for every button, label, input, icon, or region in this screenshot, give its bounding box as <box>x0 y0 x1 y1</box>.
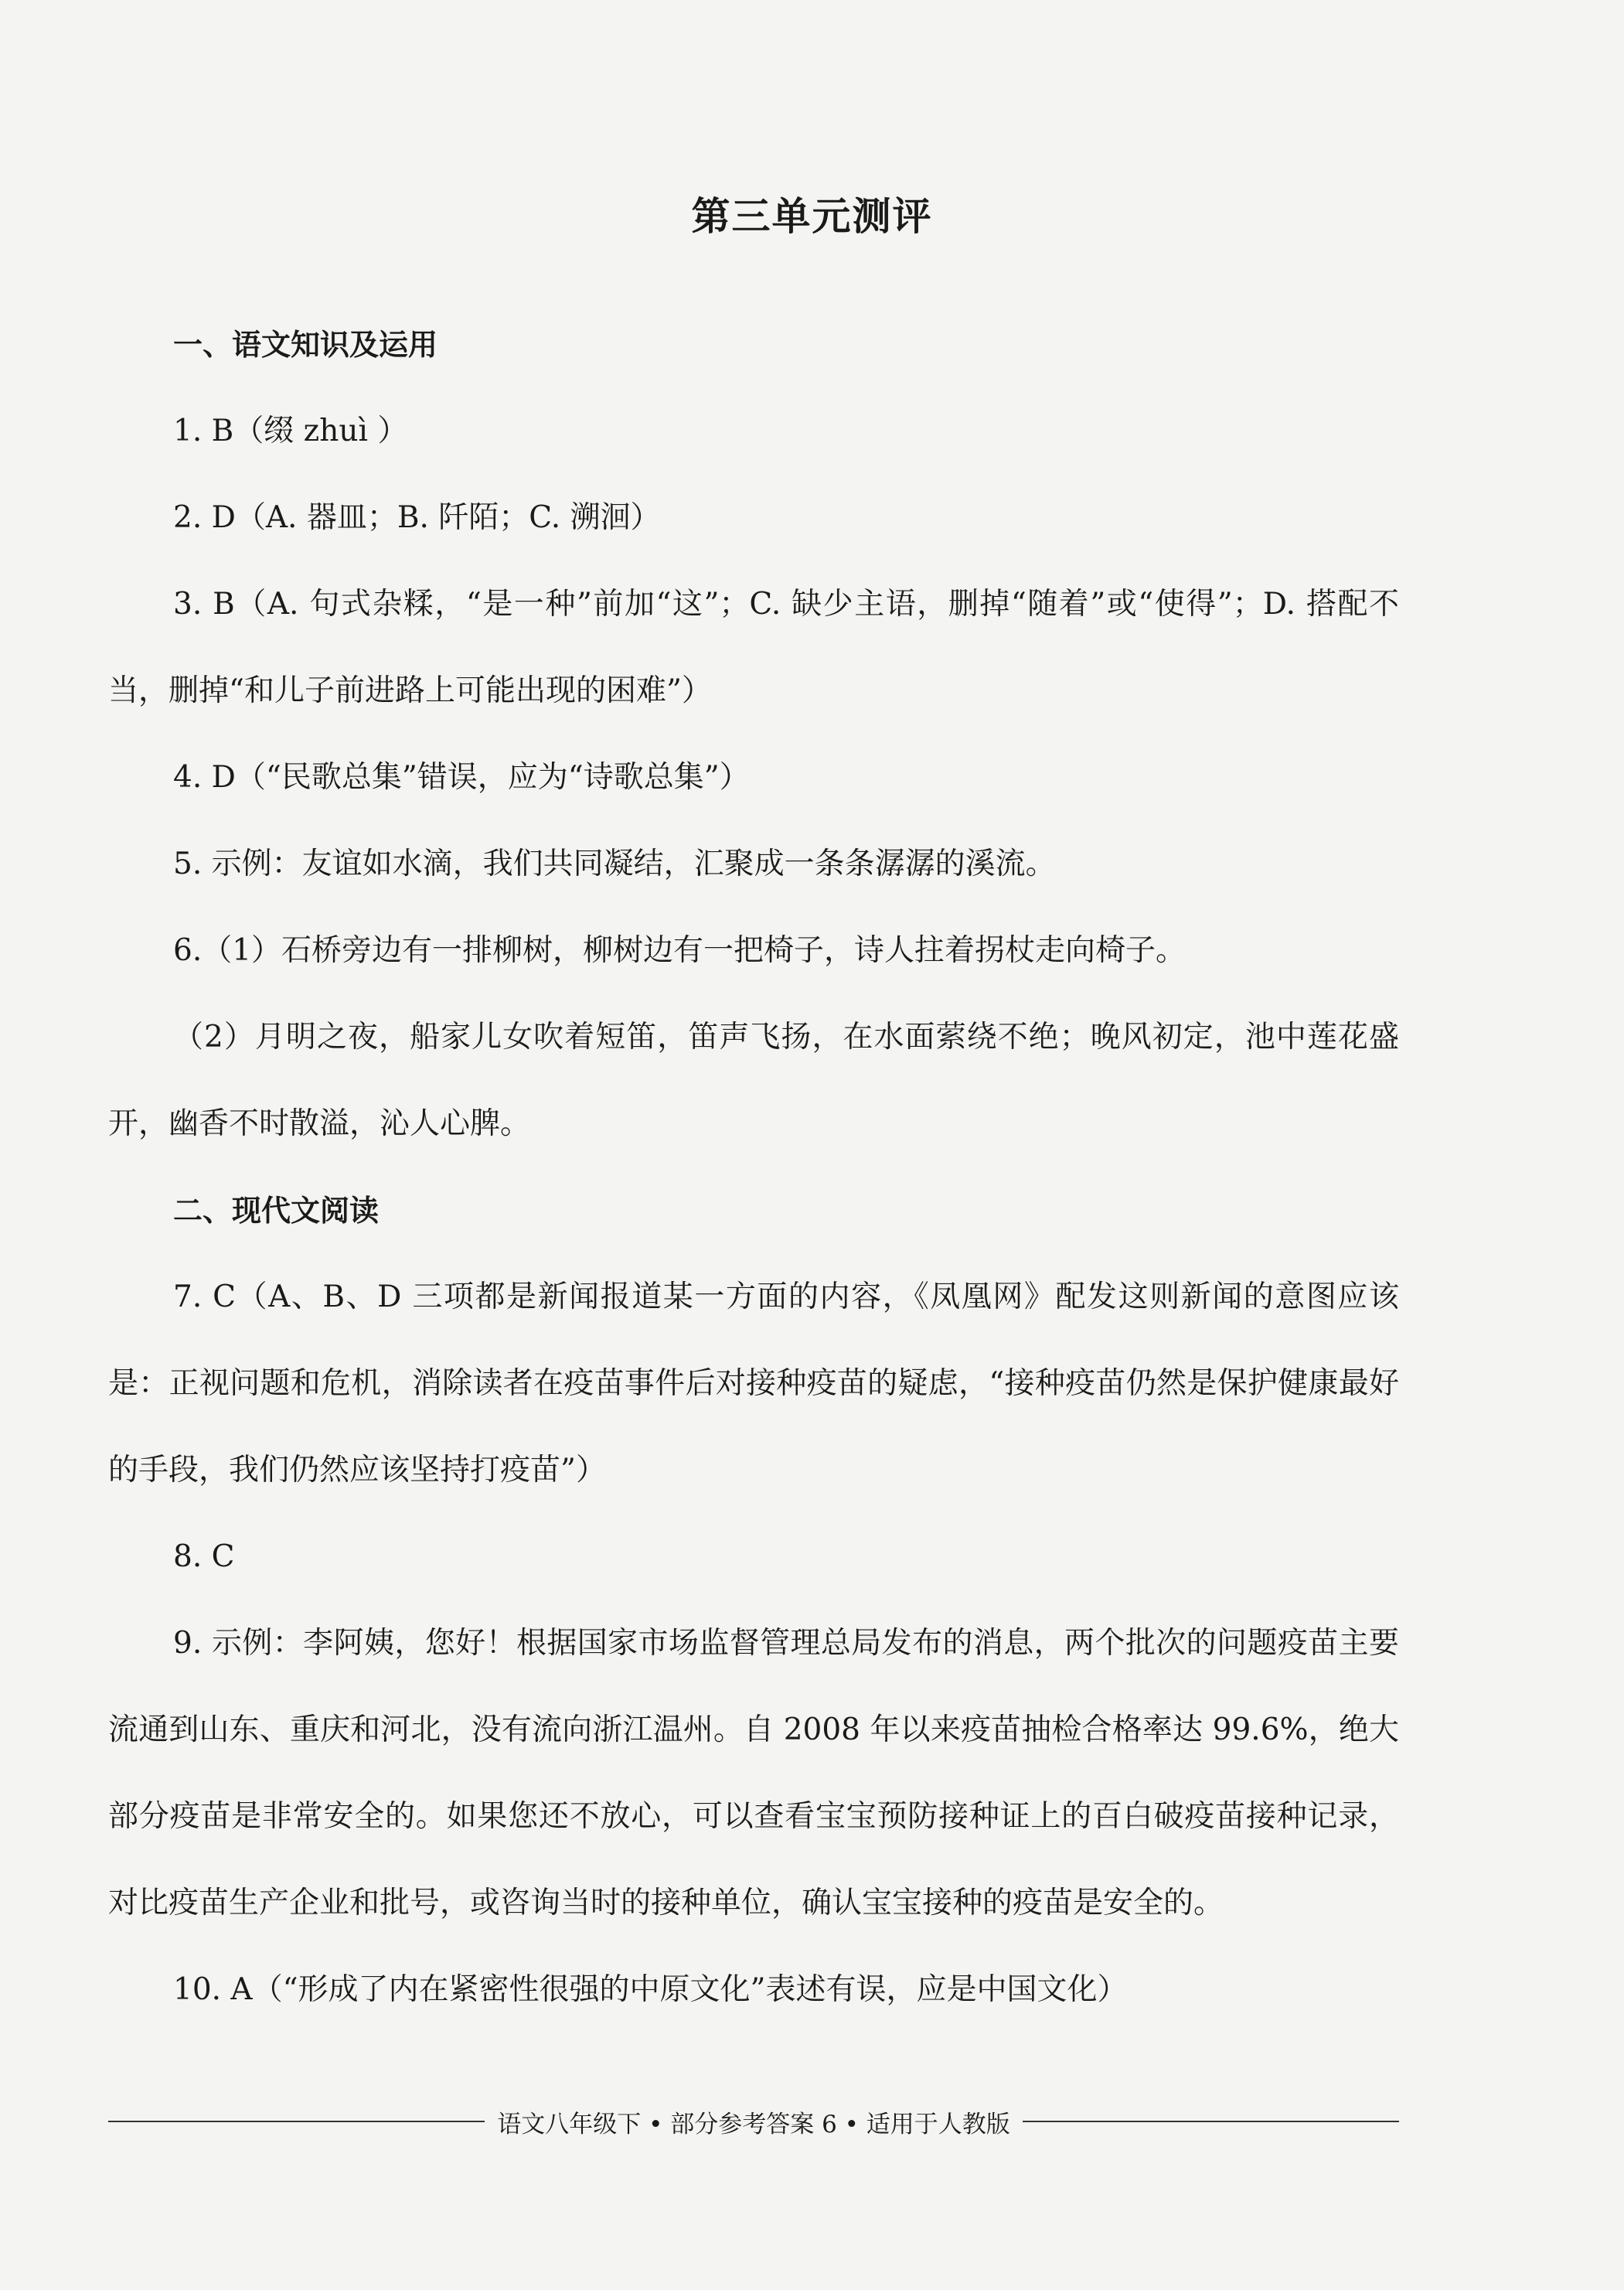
footer-rule-left <box>108 2121 485 2122</box>
section-heading: 一、语文知识及运用 <box>173 328 438 362</box>
page-footer <box>108 2098 1399 2145</box>
answer-item-4: 4. D（“民歌总集”错误，应为“诗歌总集”） <box>173 760 750 795</box>
answer-item-6-2: （2）月明之夜，船家儿女吹着短笛，笛声飞扬，在水面萦绕不绝；晚风初定，池中莲花盛开，幽香不时散溢，沁人心脾。 <box>108 1020 1399 1141</box>
answer-content <box>108 302 1399 2033</box>
answer-item-2: 2. D（A. 器皿；B. 阡陌；C. 溯洄） <box>173 500 661 535</box>
page-title: 第三单元测评 <box>691 194 933 239</box>
answer-item-10: 10. A（“形成了内在紧密性很强的中原文化”表述有误，应是中国文化） <box>173 1972 1128 2007</box>
answer-item-7: 7. C（A、B、D 三项都是新闻报道某一方面的内容，《凤凰网》配发这则新闻的意图应该是：正视问题和危机，消除读者在疫苗事件后对接种疫苗的疑虑，“接种疫苗仍然是保护健康最好的手段，我们仍然应该坚持打疫苗”） <box>108 1280 1399 1487</box>
answer-item-5: 5. 示例：友谊如水滴，我们共同凝结，汇聚成一条条潺潺的溪流。 <box>173 847 1056 881</box>
answer-item-1: 1. B（缀 zhuì ） <box>173 414 408 448</box>
answer-item-9: 9. 示例：李阿姨，您好！根据国家市场监督管理总局发布的消息，两个批次的问题疫苗主要流通到山东、重庆和河北，没有流向浙江温州。自 2008 年以来疫苗抽检合格率达 99.6%，绝大部分疫苗是非常安全的。如果您还不放心，可以查看宝宝预防接种证上的百白破疫苗接种记录，对比疫苗生产企业和批号，或咨询当时的接种单位，确认宝宝接种的疫苗是安全的。 <box>108 1626 1399 1920</box>
answer-item-3: 3. B（A. 句式杂糅，“是一种”前加“这”；C. 缺少主语，删掉“随着”或“使得”；D. 搭配不当，删掉“和儿子前进路上可能出现的困难”） <box>108 587 1399 708</box>
footer-text: 语文八年级下 • 部分参考答案 6 • 适用于人教版 <box>497 2110 1010 2138</box>
answer-item-8: 8. C <box>173 1539 235 1574</box>
section-heading: 二、现代文阅读 <box>173 1194 380 1228</box>
answer-item-6-1: 6.（1）石桥旁边有一排柳树，柳树边有一把椅子，诗人拄着拐杖走向椅子。 <box>173 933 1187 968</box>
footer-rule-right <box>1023 2121 1399 2122</box>
